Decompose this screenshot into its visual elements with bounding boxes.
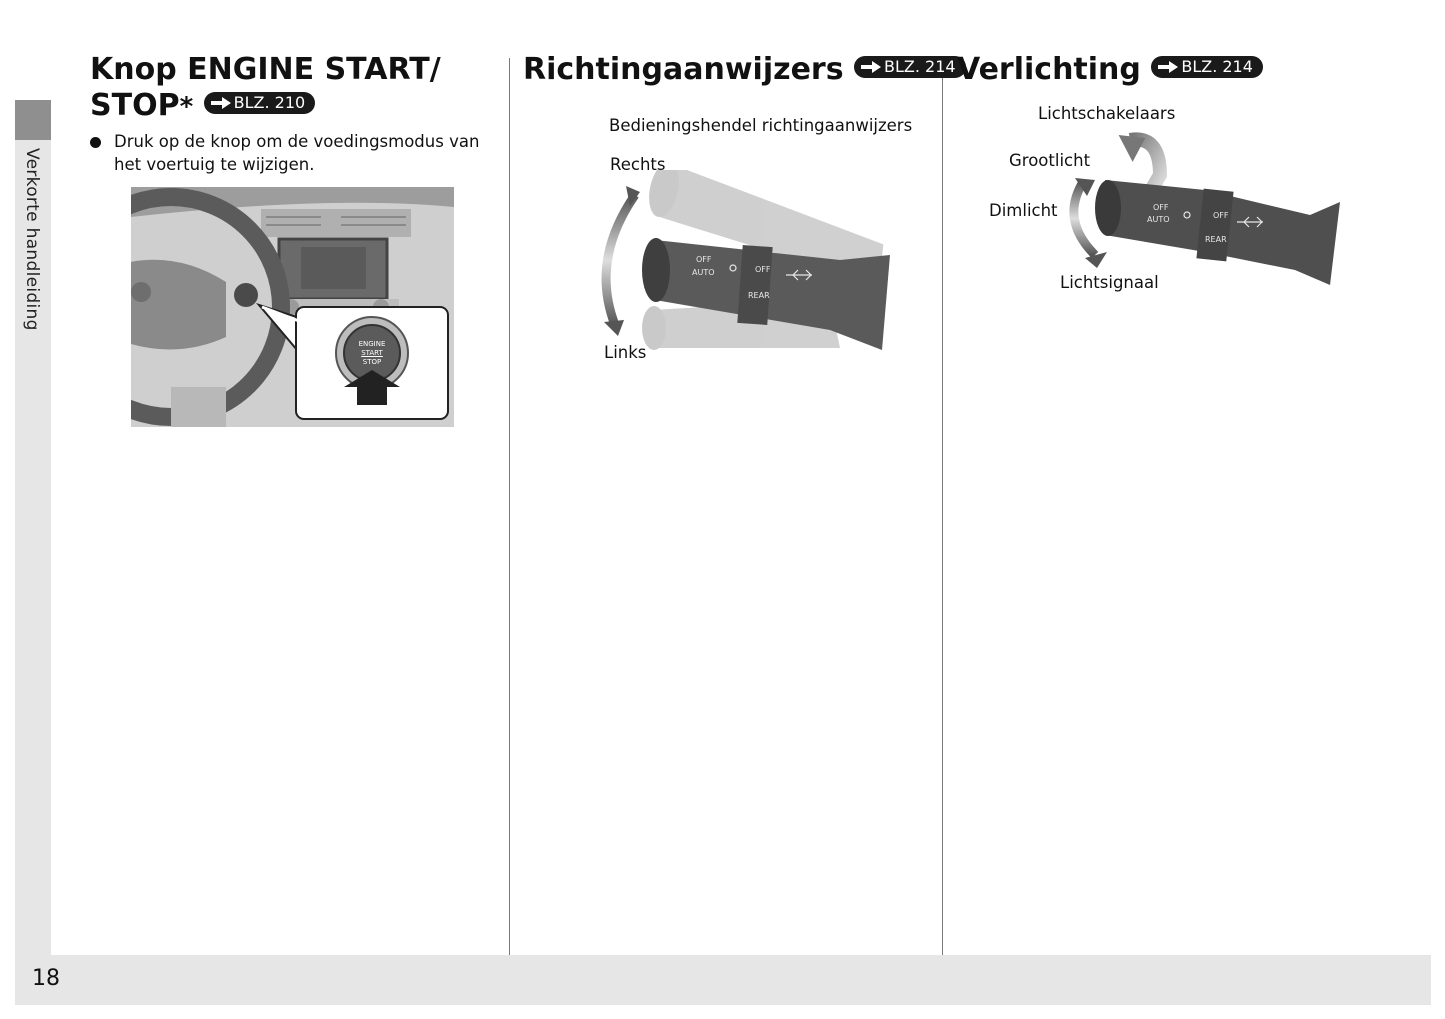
lever-auto-mark: AUTO [692, 268, 715, 277]
arrow-right-icon [1157, 61, 1179, 73]
page-number: 18 [32, 966, 60, 991]
switch-auto-mark: AUTO [1147, 215, 1170, 224]
turn-signal-lever-illustration [590, 170, 910, 350]
switch-off-mark: OFF [1153, 203, 1169, 212]
light-switch-illustration [1055, 130, 1355, 290]
lever-off-mark: OFF [696, 255, 712, 264]
right-label: Rechts [610, 155, 666, 174]
high-beam-label: Grootlicht [1009, 151, 1091, 170]
engine-button-label: ENGINE START STOP [358, 340, 386, 366]
lever-label: Bedieningshendel richtingaanwijzers [609, 116, 913, 135]
column-divider [509, 58, 510, 955]
sidebar-tab-marker [15, 100, 51, 140]
sidebar-label: Verkorte handleiding [22, 148, 42, 331]
low-beam-label: Dimlicht [989, 201, 1058, 220]
bullet-icon [90, 137, 101, 148]
column-divider [942, 58, 943, 955]
section-title-engine-start: Knop ENGINE START/ STOP* BLZ. 210 [90, 52, 441, 123]
page-reference-link[interactable]: BLZ. 210 [204, 92, 316, 114]
left-label: Links [604, 343, 647, 362]
section-title-lighting: Verlichting BLZ. 214 [957, 52, 1263, 88]
page-reference-link[interactable]: BLZ. 214 [854, 56, 966, 78]
light-switches-label: Lichtschakelaars [1038, 104, 1176, 123]
dashboard-photo [131, 187, 454, 427]
lever-fog-off-mark: OFF [755, 265, 771, 274]
switch-fog-off-mark: OFF [1213, 211, 1229, 220]
switch-rear-mark: REAR [1205, 235, 1227, 244]
page-reference-link[interactable]: BLZ. 214 [1151, 56, 1263, 78]
section-title-turn-signals: Richtingaanwijzers BLZ. 214 [523, 52, 966, 88]
bullet-item: Druk op de knop om de voedingsmodus van het voertuig te wijzigen. [90, 130, 500, 176]
footer-bar [15, 955, 1431, 1005]
flash-to-pass-label: Lichtsignaal [1060, 273, 1159, 292]
arrow-right-icon [210, 97, 232, 109]
arrow-right-icon [860, 61, 882, 73]
lever-rear-mark: REAR [748, 291, 770, 300]
